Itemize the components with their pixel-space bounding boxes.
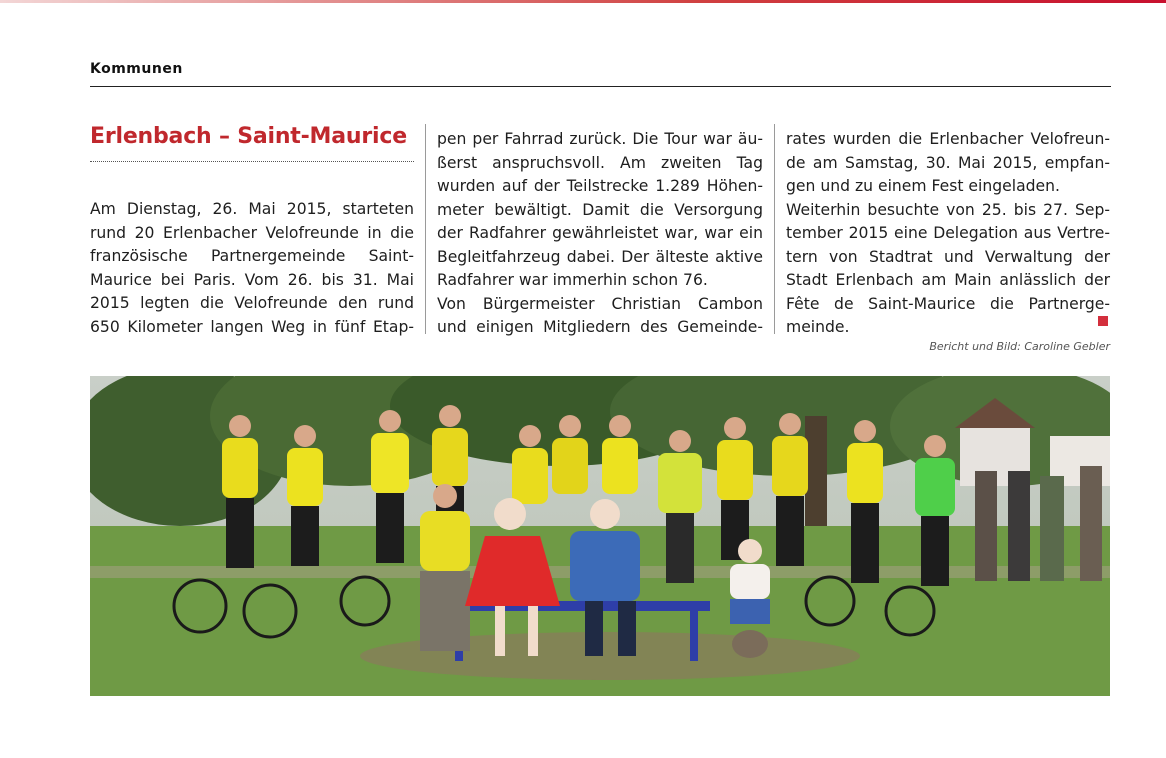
text-line: 650 Kilometer langen Weg in fünf Etap-: [90, 317, 414, 336]
text-line: tember 2015 eine Delegation aus Vertre-: [786, 224, 1110, 242]
text-line: französische Partnergemeinde Saint-: [90, 247, 414, 265]
text-line: Am Dienstag, 26. Mai 2015, starteten: [90, 200, 414, 218]
text-line: tern von Stadtrat und Verwaltung der: [786, 247, 1110, 266]
text-line: der Radfahrer gewährleistet war, war ein: [437, 224, 763, 242]
text-line: Von Bürgermeister Christian Cambon: [437, 294, 763, 313]
section-divider: [90, 86, 1111, 87]
top-color-stripe: [0, 0, 1166, 3]
text-line: rates wurden die Erlenbacher Velofreun-: [786, 130, 1110, 148]
text-line: rund 20 Erlenbacher Velofreunde in die: [90, 223, 414, 242]
article-end-mark: [1098, 316, 1108, 326]
headline-divider: [90, 161, 414, 162]
article-column-1: [90, 198, 414, 339]
text-line: Radfahrer war immerhin schon 76.: [437, 271, 708, 289]
text-line: ßerst anspruchsvoll. Am zweiten Tag: [437, 153, 763, 172]
text-line: 2015 legten die Velofreunde den rund: [90, 294, 414, 312]
text-line: meinde.: [786, 318, 850, 336]
text-line: und einigen Mitgliedern des Gemeinde-: [437, 318, 763, 336]
text-line: pen per Fahrrad zurück. Die Tour war äu-: [437, 130, 763, 148]
column-divider: [425, 124, 426, 334]
text-line: Begleitfahrzeug dabei. Der älteste aktive: [437, 247, 763, 266]
article-headline: Erlenbach – Saint-Maurice: [90, 124, 407, 149]
text-line: Maurice bei Paris. Vom 26. bis 31. Mai: [90, 270, 414, 289]
text-line: gen und zu einem Fest eingeladen.: [786, 177, 1060, 195]
text-line: meter bewältigt. Damit die Versorgung: [437, 200, 763, 219]
column-divider: [774, 124, 775, 334]
text-line: Fête de Saint-Maurice die Partnerge-: [786, 294, 1110, 313]
section-label: Kommunen: [90, 61, 183, 77]
text-line: Stadt Erlenbach am Main anlässlich der: [786, 271, 1110, 289]
article-column-3: [786, 128, 1110, 340]
group-photo: [90, 376, 1110, 696]
text-line: wurden auf der Teilstrecke 1.289 Höhen-: [437, 177, 763, 195]
text-line: de am Samstag, 30. Mai 2015, empfan-: [786, 153, 1110, 172]
text-line: Weiterhin besuchte von 25. bis 27. Sep-: [786, 200, 1110, 219]
photo-credit: Bericht und Bild: Caroline Gebler: [929, 340, 1110, 353]
article-column-2: [437, 128, 763, 340]
